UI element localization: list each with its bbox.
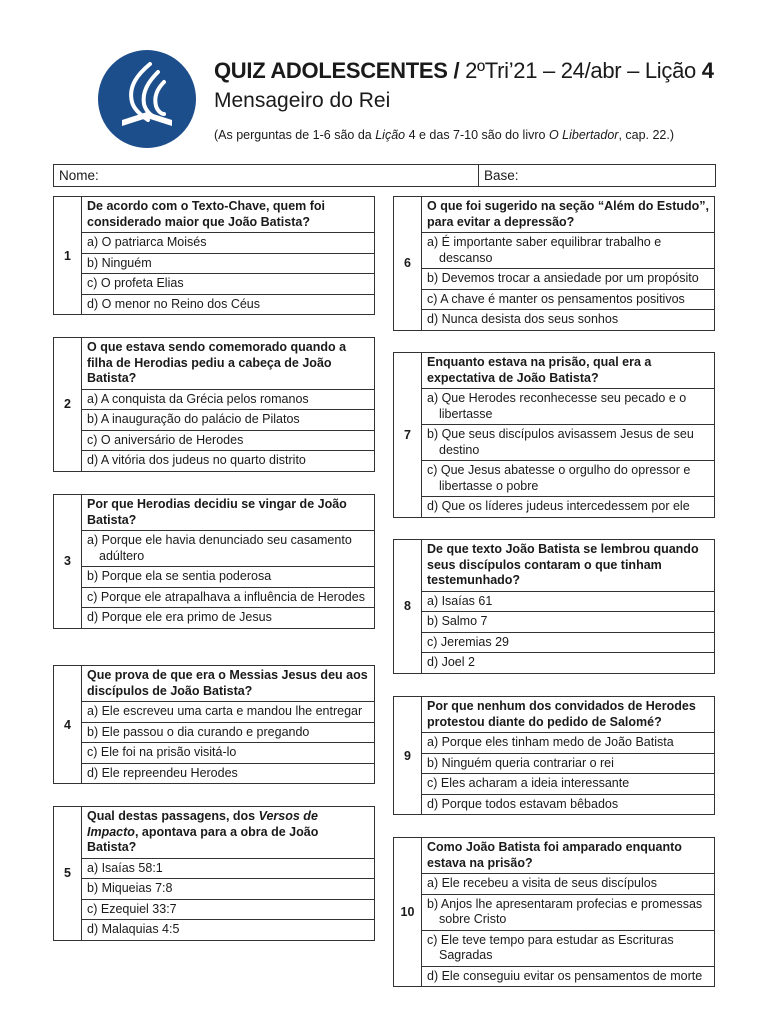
answer-option[interactable]: c) O aniversário de Herodes (82, 431, 374, 452)
lesson-subtitle: Mensageiro do Rei (214, 89, 391, 112)
answer-option[interactable]: b) Porque ela se sentia poderosa (82, 567, 374, 588)
answer-option[interactable]: d) Porque todos estavam bêbados (427, 796, 619, 811)
question-text: Que prova de que era o Messias Jesus deu aos discípulos de João Batista? (82, 666, 374, 702)
answer-option[interactable]: c) Eles acharam a ideia interessante (422, 774, 714, 795)
answer-option[interactable]: b) Ninguém (82, 254, 374, 275)
answer-option[interactable]: a) Ele recebeu a visita de seus discípulos (422, 874, 714, 895)
question-number: 10 (394, 838, 422, 986)
question-text: Enquanto estava na prisão, qual era a expectativa de João Batista? (422, 353, 714, 389)
answer-option[interactable]: c) Que Jesus abatesse o orgulho do opressor e libertasse o pobre (422, 461, 714, 497)
answer-option[interactable]: a) O patriarca Moisés (82, 233, 374, 254)
answer-option[interactable]: b) Ninguém queria contrariar o rei (422, 754, 714, 775)
answer-option[interactable]: d) A vitória dos judeus no quarto distrito (87, 453, 306, 467)
question-1 (53, 196, 375, 315)
quiz-title-date: 2ºTri’21 – 24/abr – Lição (465, 58, 696, 83)
name-base-row (53, 164, 716, 187)
note-part-2: 4 e das 7-10 são do livro (405, 128, 549, 142)
note-part-3: , cap. 22.) (618, 128, 675, 142)
question-number: 7 (394, 353, 422, 517)
answer-option[interactable]: b) Anjos lhe apresentaram profecias e promessas sobre Cristo (422, 895, 714, 931)
base-label: Base: (484, 168, 519, 183)
answer-option[interactable]: d) Joel 2 (427, 655, 475, 669)
answer-option[interactable]: b) Salmo 7 (422, 612, 714, 633)
question-2 (53, 337, 375, 472)
question-text: Qual destas passagens, dos Versos de Impacto, apontava para a obra de João Batista? (82, 807, 374, 859)
name-field[interactable] (54, 165, 479, 186)
question-text: O que foi sugerido na seção “Além do Estudo”, para evitar a depressão? (422, 197, 714, 233)
question-text: Por que Herodias decidiu se vingar de João Batista? (82, 495, 374, 531)
answer-option[interactable]: c) Ezequiel 33:7 (82, 900, 374, 921)
question-text: De acordo com o Texto-Chave, quem foi considerado maior que João Batista? (82, 197, 374, 233)
question-4 (53, 665, 375, 784)
answer-option[interactable]: c) Jeremias 29 (422, 633, 714, 654)
answer-option[interactable]: d) Porque ele era primo de Jesus (87, 610, 272, 624)
note-italic-1: Lição (375, 128, 406, 142)
answer-option[interactable]: d) Que os líderes judeus intercedessem por ele (427, 499, 690, 513)
answer-option[interactable]: d) Ele repreendeu Herodes (87, 765, 238, 780)
answer-option[interactable]: b) Que seus discípulos avisassem Jesus de seu destino (422, 425, 714, 461)
answer-option[interactable]: d) O menor no Reino dos Céus (87, 296, 261, 311)
answer-option[interactable]: d) Nunca desista dos seus sonhos (427, 312, 619, 326)
answer-option[interactable]: a) Que Herodes reconhecesse seu pecado e o libertasse (422, 389, 714, 425)
answer-option[interactable]: c) A chave é manter os pensamentos positivos (422, 290, 714, 311)
answer-option[interactable]: c) Porque ele atrapalhava a influência de Herodes (82, 588, 374, 609)
answer-option[interactable]: b) Ele passou o dia curando e pregando (82, 723, 374, 744)
answer-option[interactable]: a) Ele escreveu uma carta e mandou lhe entregar (82, 702, 374, 723)
question-10 (393, 837, 715, 987)
answer-option[interactable]: c) Ele teve tempo para estudar as Escrituras Sagradas (422, 931, 714, 967)
answer-option[interactable]: b) Miqueias 7:8 (82, 879, 374, 900)
question-text: De que texto João Batista se lembrou quando seus discípulos contaram o que tinham testemunhado? (422, 540, 714, 592)
answer-option[interactable]: c) O profeta Elias (82, 274, 374, 295)
question-number: 9 (394, 697, 422, 814)
question-text: Por que nenhum dos convidados de Herodes protestou diante do pedido de Salomé? (422, 697, 714, 733)
lesson-number: 4 (701, 58, 714, 83)
note-part-1: (As perguntas de 1-6 são da (214, 128, 376, 142)
question-number: 5 (54, 807, 82, 940)
question-7 (393, 352, 715, 518)
question-number: 1 (54, 197, 82, 314)
question-number: 8 (394, 540, 422, 673)
question-8 (393, 539, 715, 674)
answer-option[interactable]: d) Malaquias 4:5 (87, 922, 180, 936)
answer-option[interactable]: a) É importante saber equilibrar trabalho e descanso (422, 233, 714, 269)
question-text: O que estava sendo comemorado quando a filha de Herodias pediu a cabeça de João Batista? (82, 338, 374, 390)
question-3 (53, 494, 375, 629)
answer-option[interactable]: b) A inauguração do palácio de Pilatos (82, 410, 374, 431)
answer-option[interactable]: a) Porque ele havia denunciado seu casamento adúltero (82, 531, 374, 567)
question-number: 4 (54, 666, 82, 783)
note-italic-2: O Libertador (548, 128, 619, 142)
answer-option[interactable]: a) Isaías 58:1 (82, 859, 374, 880)
name-label: Nome: (59, 168, 99, 183)
answer-option[interactable]: a) Porque eles tinham medo de João Batista (422, 733, 714, 754)
question-6 (393, 196, 715, 331)
question-number: 2 (54, 338, 82, 471)
answer-option[interactable]: a) Isaías 61 (422, 592, 714, 613)
quiz-title-bold: QUIZ ADOLESCENTES / (214, 58, 460, 83)
church-logo-icon (98, 50, 196, 148)
quiz-title (214, 58, 714, 84)
answer-option[interactable]: c) Ele foi na prisão visitá-lo (82, 743, 374, 764)
question-number: 6 (394, 197, 422, 330)
question-number: 3 (54, 495, 82, 628)
answer-option[interactable]: b) Devemos trocar a ansiedade por um propósito (422, 269, 714, 290)
base-field[interactable] (479, 165, 715, 186)
source-note (214, 128, 674, 142)
question-5 (53, 806, 375, 941)
answer-option[interactable]: d) Ele conseguiu evitar os pensamentos de morte (427, 968, 703, 983)
question-text: Como João Batista foi amparado enquanto estava na prisão? (422, 838, 714, 874)
question-9 (393, 696, 715, 815)
answer-option[interactable]: a) A conquista da Grécia pelos romanos (82, 390, 374, 411)
